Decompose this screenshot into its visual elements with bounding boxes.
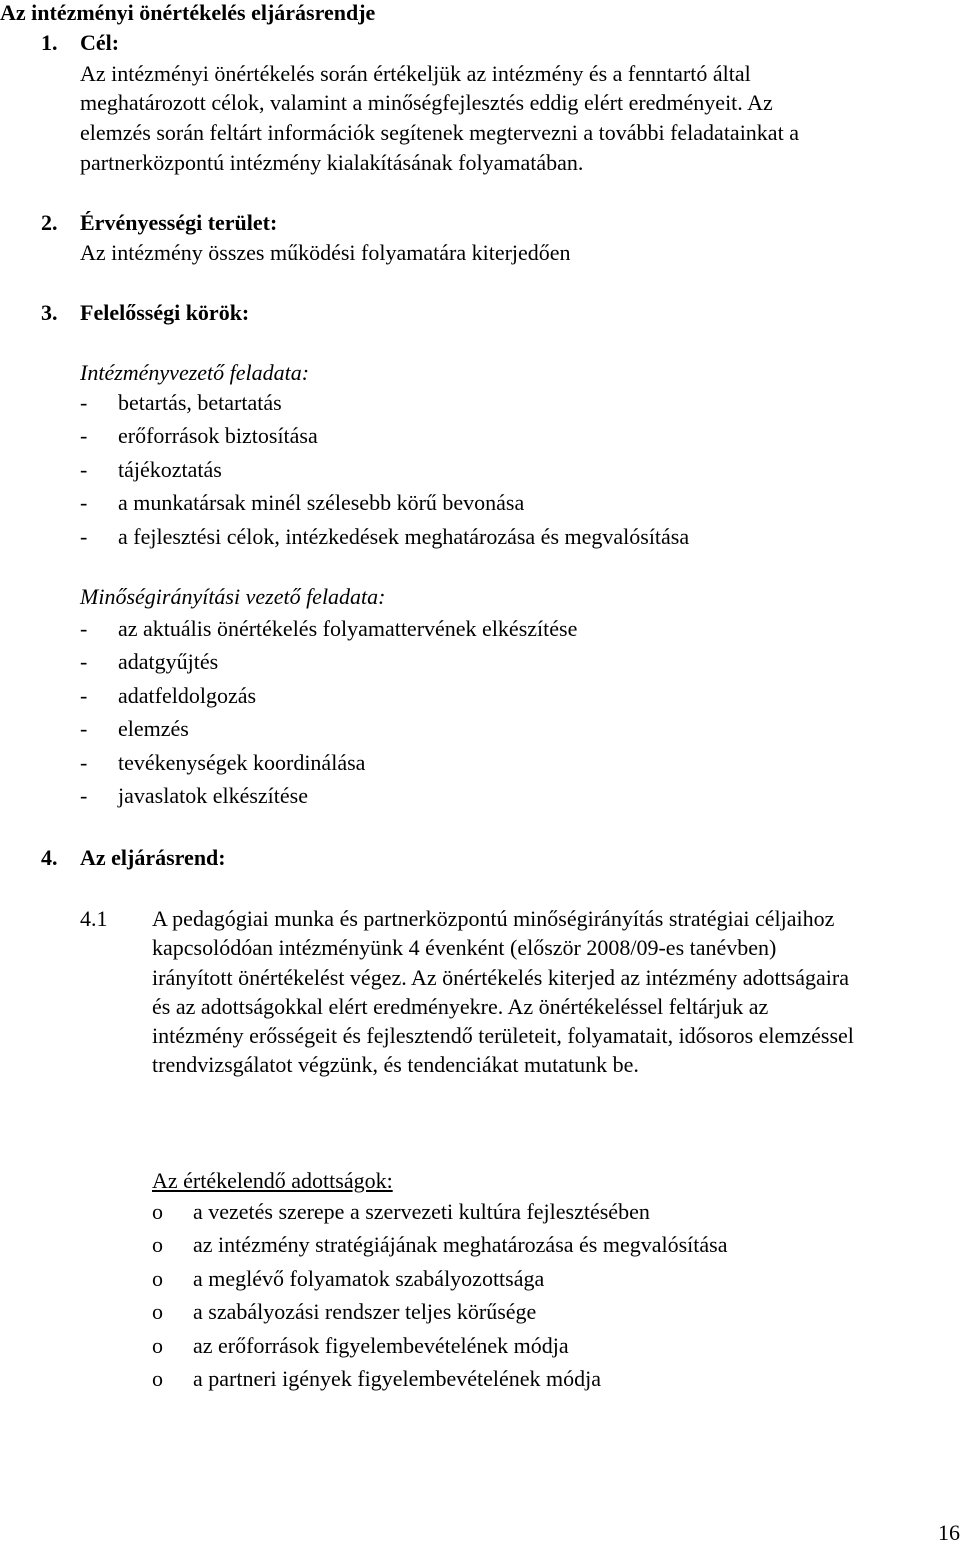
section-4-1-line-6: trendvizsgálatot végzünk, és tendenciákat mutatunk be. (152, 1052, 639, 1077)
circle-bullet: o (152, 1199, 163, 1224)
dash-bullet: - (80, 783, 88, 808)
section-1-line-2: meghatározott célok, valamint a minőségfejlesztés eddig elért eredményeit. Az (80, 90, 773, 115)
circle-bullet: o (152, 1366, 163, 1391)
section-4-1-line-2: kapcsolódóan intézményünk 4 évenként (először 2008/09-es tanévben) (152, 935, 777, 960)
quality-duty-item: elemzés (118, 716, 189, 741)
section-1-heading: Cél: (80, 30, 120, 55)
section-4-heading: Az eljárásrend: (80, 845, 226, 870)
dash-bullet: - (80, 649, 88, 674)
circle-bullet: o (152, 1299, 163, 1324)
asset-item: a partneri igények figyelembevételének módja (193, 1366, 602, 1391)
leader-duty-item: betartás, betartatás (118, 390, 282, 415)
section-4-1-line-1: A pedagógiai munka és partnerközpontú minőségirányítás stratégiai céljaihoz (152, 906, 835, 931)
dash-bullet: - (80, 616, 88, 641)
asset-item: a meglévő folyamatok szabályozottsága (193, 1266, 545, 1291)
section-4-1-line-5: intézmény erősségeit és fejlesztendő területeit, folyamatait, idősoros elemzéssel (152, 1023, 854, 1048)
asset-item: az erőforrások figyelembevételének módja (193, 1333, 569, 1358)
circle-bullet: o (152, 1333, 163, 1358)
section-2-number: 2. (41, 210, 58, 235)
section-4-1-line-3: irányított önértékelést végez. Az önértékelés kiterjed az intézmény adottságaira (152, 965, 849, 990)
quality-duty-item: az aktuális önértékelés folyamattervének elkészítése (118, 616, 578, 641)
quality-duty-item: adatgyűjtés (118, 649, 219, 674)
asset-item: az intézmény stratégiájának meghatározása és megvalósítása (193, 1232, 728, 1257)
asset-item: a vezetés szerepe a szervezeti kultúra fejlesztésében (193, 1199, 650, 1224)
leader-duty-item: erőforrások biztosítása (118, 423, 318, 448)
dash-bullet: - (80, 524, 88, 549)
leader-duty-item: a fejlesztési célok, intézkedések meghatározása és megvalósítása (118, 524, 690, 549)
dash-bullet: - (80, 390, 88, 415)
section-2-heading: Érvényességi terület: (80, 210, 278, 235)
quality-duty-item: javaslatok elkészítése (118, 783, 308, 808)
assets-title: Az értékelendő adottságok: (152, 1168, 393, 1193)
section-2-text: Az intézmény összes működési folyamatára kiterjedően (80, 240, 571, 265)
dash-bullet: - (80, 750, 88, 775)
quality-duty-item: tevékenységek koordinálása (118, 750, 366, 775)
section-4-number: 4. (41, 845, 58, 870)
dash-bullet: - (80, 457, 88, 482)
section-4-1-number: 4.1 (80, 906, 108, 931)
page-number: 16 (938, 1520, 960, 1545)
dash-bullet: - (80, 683, 88, 708)
leader-duty-item: a munkatársak minél szélesebb körű bevonása (118, 490, 525, 515)
leader-duty-item: tájékoztatás (118, 457, 222, 482)
dash-bullet: - (80, 490, 88, 515)
section-3-heading: Felelősségi körök: (80, 300, 250, 325)
circle-bullet: o (152, 1266, 163, 1291)
document-title: Az intézményi önértékelés eljárásrendje (0, 0, 376, 25)
dash-bullet: - (80, 423, 88, 448)
section-1-line-4: partnerközpontú intézmény kialakításának folyamatában. (80, 150, 584, 175)
section-1-line-1: Az intézményi önértékelés során értékeljük az intézmény és a fenntartó által (80, 61, 751, 86)
section-3-number: 3. (41, 300, 58, 325)
section-1-line-3: elemzés során feltárt információk segítenek megtervezni a további feladatainkat a (80, 120, 799, 145)
circle-bullet: o (152, 1232, 163, 1257)
quality-duty-item: adatfeldolgozás (118, 683, 257, 708)
section-4-1-line-4: és az adottságokkal elért eredményekre. Az önértékeléssel feltárjuk az (152, 994, 769, 1019)
leader-duties-title: Intézményvezető feladata: (80, 360, 310, 385)
quality-duties-title: Minőségirányítási vezető feladata: (80, 584, 386, 609)
dash-bullet: - (80, 716, 88, 741)
asset-item: a szabályozási rendszer teljes körűsége (193, 1299, 537, 1324)
section-1-number: 1. (41, 30, 58, 55)
